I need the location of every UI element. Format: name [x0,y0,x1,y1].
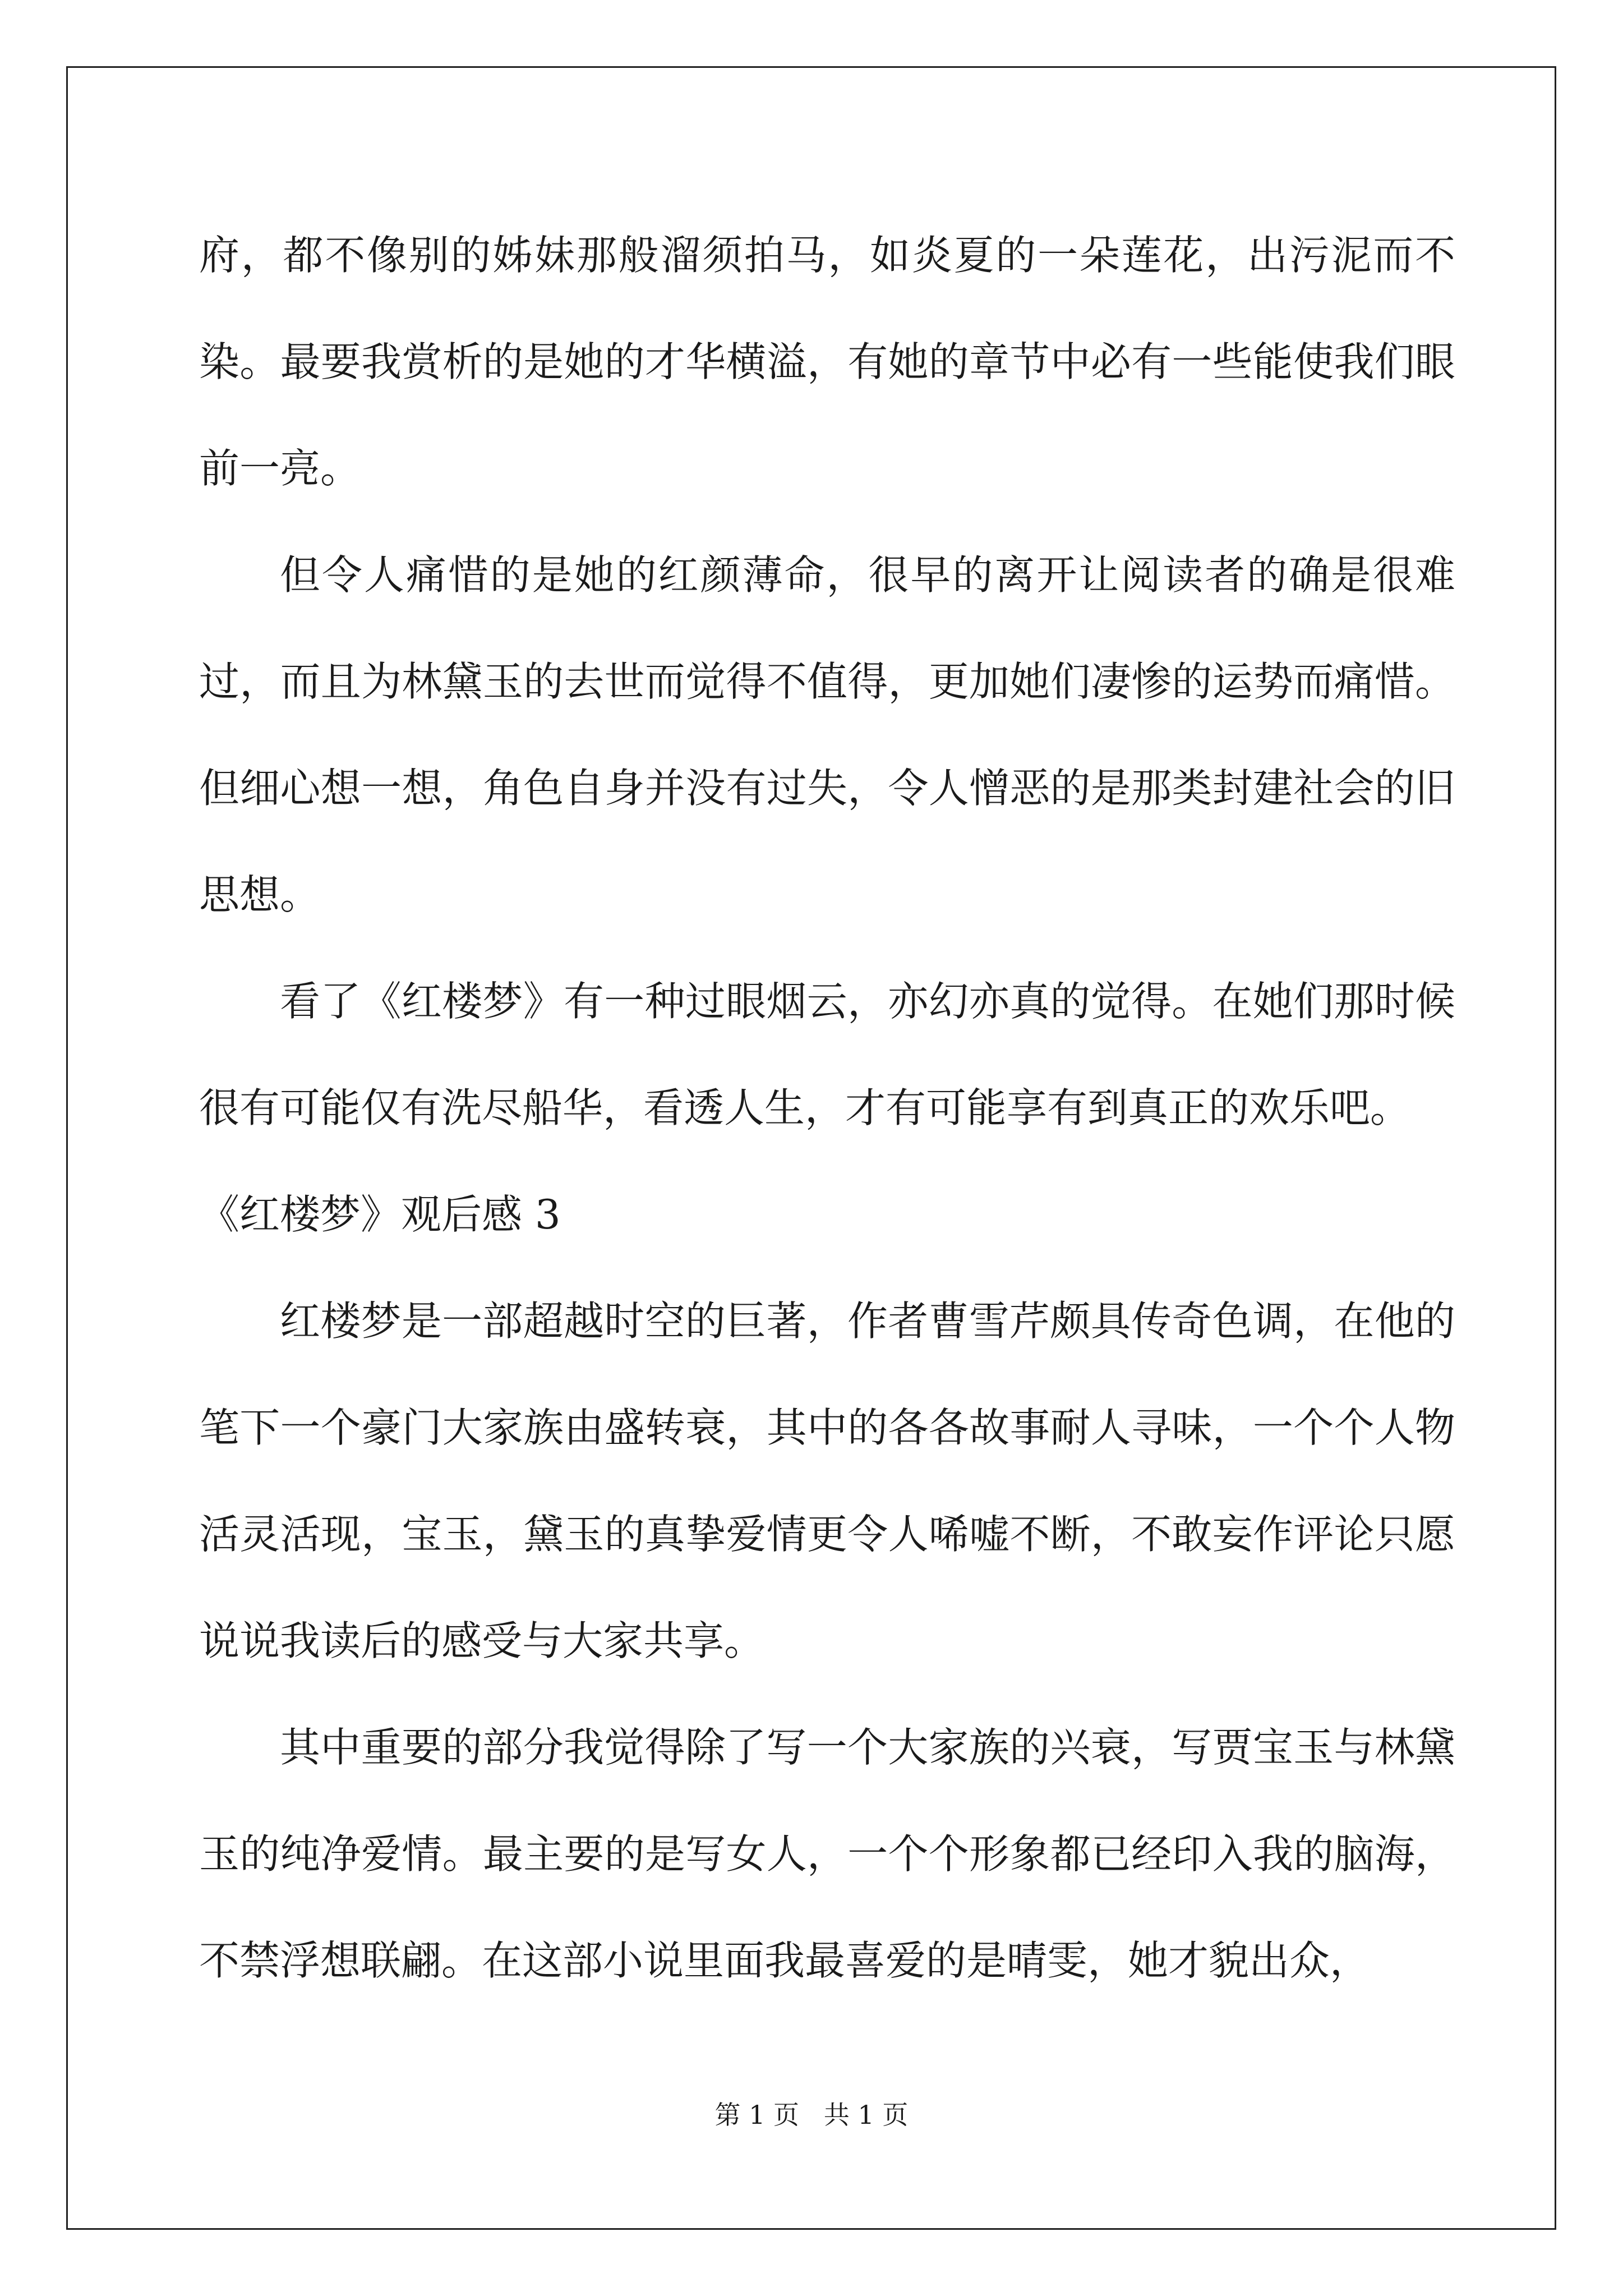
section-heading: 《红楼梦》观后感 3 [199,1191,561,1238]
page-footer: 第 1 页 共 1 页 [714,2100,909,2130]
document-body [199,202,1455,2014]
paragraph-3: 看了《红楼梦》有一种过眼烟云，亦幻亦真的觉得。在她们那时候很有可能仅有洗尽船华，看透人生，才有可能享有到真正的欢乐吧。 [199,978,1455,1131]
paragraph-4: 红楼梦是一部超越时空的巨著，作者曹雪芹颇具传奇色调，在他的笔下一个豪门大家族由盛转衰，其中的各各故事耐人寻味，一个个人物活灵活现，宝玉，黛玉的真挚爱情更令人唏嘘不断，不敢妄作评论只愿说说我读后的感受与大家共享。 [199,1297,1455,1664]
paragraph-2: 但令人痛惜的是她的红颜薄命，很早的离开让阅读者的确是很难过，而且为林黛玉的去世而觉得不值得，更加她们凄惨的运势而痛惜。但细心想一想，角色自身并没有过失，令人憎恶的是那类封建社会的旧思想。 [199,551,1455,918]
paragraph-5: 其中重要的部分我觉得除了写一个大家族的兴衰，写贾宝玉与林黛玉的纯净爱情。最主要的是写女人，一个个形象都已经印入我的脑海，不禁浮想联翩。在这部小说里面我最喜爱的是晴雯，她才貌出众， [199,1724,1455,1984]
paragraph-1: 府，都不像别的姊妹那般溜须拍马，如炎夏的一朵莲花，出污泥而不染。最要我赏析的是她的才华横溢，有她的章节中必有一些能使我们眼前一亮。 [199,232,1455,492]
